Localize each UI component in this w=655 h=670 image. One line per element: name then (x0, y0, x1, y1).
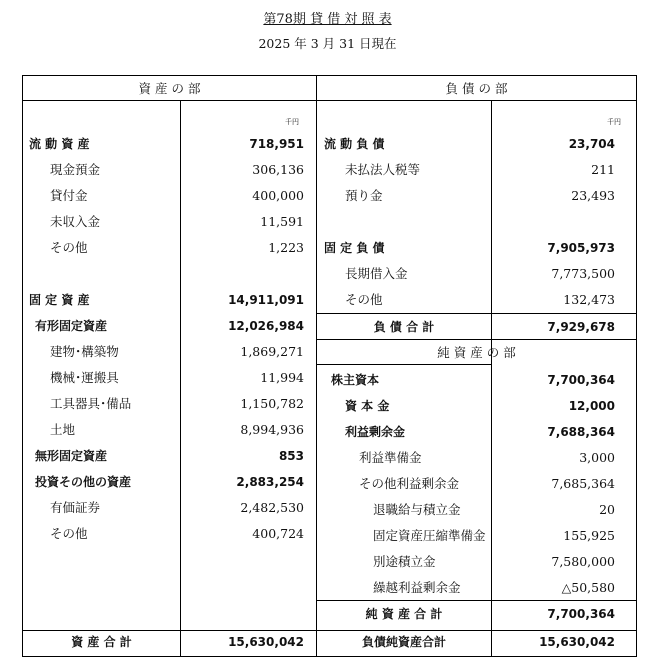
net-label-legal-reserve: 利益準備金 (359, 450, 422, 465)
liab-label-fixed: 固 定 負 債 (324, 241, 385, 255)
net-assets-header-top-rule (317, 339, 636, 340)
net-label-shareholders-equity: 株主資本 (331, 373, 380, 387)
net-label-capital: 資 本 金 (345, 399, 390, 413)
net-total-top-rule (317, 600, 636, 601)
net-label-general-reserve: 別途積立金 (373, 554, 436, 569)
total-rule (23, 630, 636, 631)
document-title: 第78期 貸 借 対 照 表 (263, 12, 392, 27)
asset-label-other-current: その他 (50, 240, 88, 255)
net-assets-header-bottom-rule (317, 364, 491, 365)
header-rule (23, 100, 636, 101)
net-label-retained-earnings: 利益剰余金 (345, 425, 406, 439)
asset-value-other-current: 1,223 (268, 240, 304, 255)
asset-label-intangible: 無形固定資産 (35, 449, 108, 463)
net-value-capital: 12,000 (568, 399, 615, 413)
liab-label-income-tax: 未払法人税等 (345, 162, 421, 177)
asset-label-tools: 工具器具･備品 (50, 396, 132, 411)
liab-label-deposits: 預り金 (345, 188, 383, 203)
net-value-retained-earnings: 7,688,364 (547, 425, 615, 439)
assets-total-value: 15,630,042 (228, 635, 304, 649)
liab-value-total: 7,929,678 (547, 320, 615, 334)
balance-sheet-table (22, 75, 637, 657)
asset-value-machinery: 11,994 (260, 370, 304, 385)
asset-value-tangible: 12,026,984 (228, 319, 304, 333)
asset-value-cash: 306,136 (252, 162, 304, 177)
liab-value-deposits: 23,493 (571, 188, 615, 203)
asset-label-machinery: 機械･運搬具 (50, 370, 119, 385)
liab-value-income-tax: 211 (591, 162, 615, 177)
asset-label-loans: 貸付金 (50, 188, 88, 203)
liab-value-fixed: 7,905,973 (547, 241, 615, 255)
liab-label-long-term-loans: 長期借入金 (345, 266, 408, 281)
liab-label-other: その他 (345, 292, 383, 307)
asset-value-loans: 400,000 (252, 188, 304, 203)
net-label-compression-reserve: 固定資産圧縮準備金 (373, 528, 486, 543)
asset-value-tools: 1,150,782 (240, 396, 304, 411)
liab-label-total: 負 債 合 計 (373, 320, 435, 334)
liab-value-long-term-loans: 7,773,500 (551, 266, 615, 281)
asset-value-fixed-assets: 14,911,091 (228, 293, 304, 307)
asset-value-other-investments: 400,724 (252, 526, 304, 541)
asset-label-securities: 有価証券 (50, 500, 101, 515)
center-divider (316, 76, 317, 656)
net-value-legal-reserve: 3,000 (579, 450, 615, 465)
net-value-general-reserve: 7,580,000 (551, 554, 615, 569)
assets-total-label: 資 産 合 計 (71, 635, 132, 649)
asset-label-fixed-assets: 固 定 資 産 (29, 293, 90, 307)
asset-value-receivables: 11,591 (260, 214, 304, 229)
asset-value-buildings: 1,869,271 (240, 344, 304, 359)
asset-label-tangible: 有形固定資産 (35, 319, 108, 333)
liab-total-top-rule (317, 313, 636, 314)
net-value-other-retained: 7,685,364 (551, 476, 615, 491)
net-value-total: 7,700,364 (547, 607, 615, 621)
net-assets-section-header: 純 資 産 の 部 (437, 345, 516, 360)
asset-label-receivables: 未収入金 (50, 214, 101, 229)
asset-label-investments: 投資その他の資産 (35, 475, 132, 489)
asset-value-land: 8,994,936 (240, 422, 304, 437)
liab-label-current: 流 動 負 債 (324, 137, 385, 151)
net-label-other-retained: その他利益剰余金 (359, 476, 460, 491)
liabilities-unit-label: 千円 (607, 118, 621, 126)
liab-net-total-label: 負債純資産合計 (361, 635, 446, 649)
asset-label-other-investments: その他 (50, 526, 88, 541)
net-label-total: 純 資 産 合 計 (365, 607, 443, 621)
asset-value-intangible: 853 (278, 449, 304, 463)
asset-label-current-assets: 流 動 資 産 (29, 137, 90, 151)
net-value-compression-reserve: 155,925 (563, 528, 615, 543)
assets-section-header: 資 産 の 部 (138, 81, 201, 96)
asset-value-investments: 2,883,254 (236, 475, 304, 489)
net-value-retirement-reserve: 20 (599, 502, 615, 517)
assets-unit-label: 千円 (285, 118, 299, 126)
liabilities-section-header: 負 債 の 部 (445, 81, 508, 96)
net-label-retirement-reserve: 退職給与積立金 (373, 502, 461, 517)
as-of-date: 2025 年 3 月 31 日現在 (258, 36, 397, 51)
net-value-carried-forward: △50,580 (561, 580, 615, 595)
net-label-carried-forward: 繰越利益剰余金 (373, 580, 461, 595)
liab-value-current: 23,704 (568, 137, 615, 151)
liab-value-other: 132,473 (563, 292, 615, 307)
asset-label-buildings: 建物･構築物 (50, 344, 119, 359)
asset-label-cash: 現金預金 (50, 162, 101, 177)
liab-net-total-value: 15,630,042 (539, 635, 615, 649)
asset-label-land: 土地 (50, 422, 76, 437)
net-value-shareholders-equity: 7,700,364 (547, 373, 615, 387)
asset-value-current-assets: 718,951 (249, 137, 304, 151)
asset-value-securities: 2,482,530 (240, 500, 304, 515)
